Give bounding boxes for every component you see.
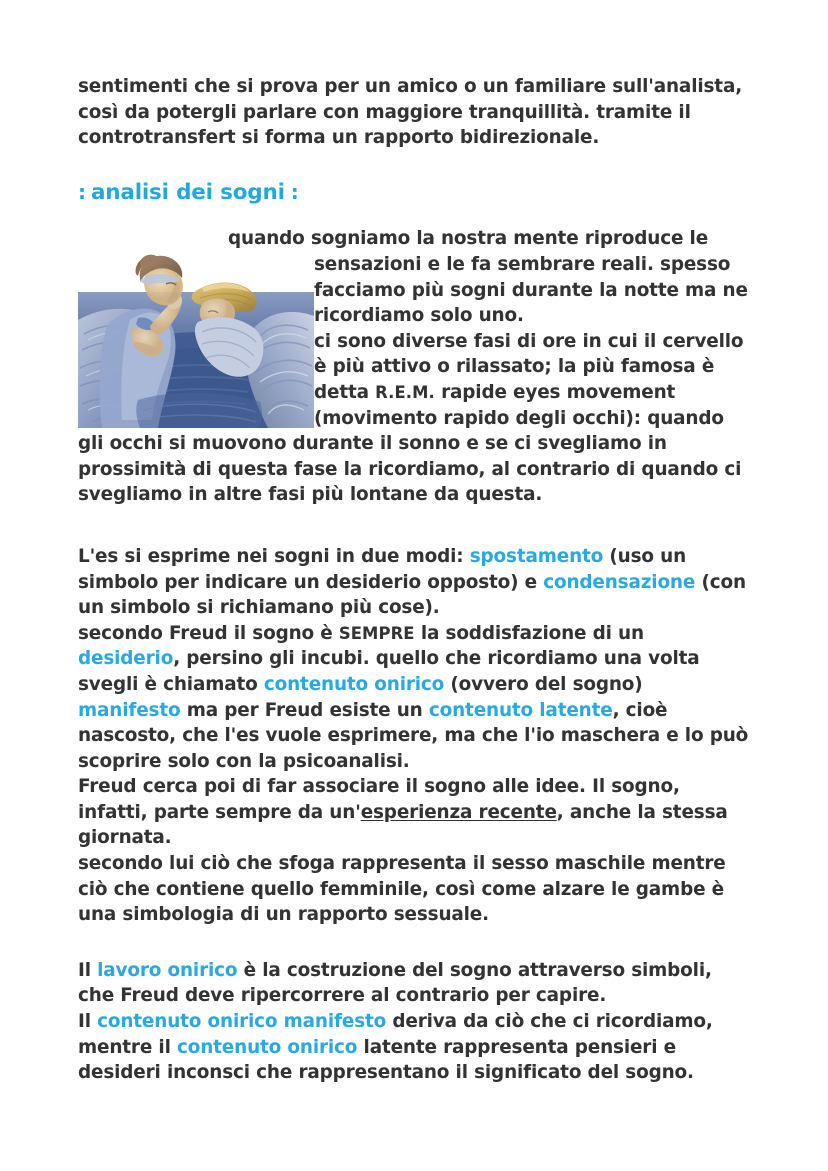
paragraph-freud-seg1: secondo Freud il sogno è [78, 622, 339, 644]
paragraph-lavoro-onirico [78, 958, 750, 1086]
section-heading-text: analisi dei sogni [91, 179, 285, 205]
paragraph-freud-seg3: , persino gli incubi. quello che ricordiamo una volta svegli è chiamato [78, 648, 700, 695]
wrapped-paragraph-2a: ci sono diverse fasi di ore in cui il cervello è più attivo o rilassato; la più famosa è detta [314, 330, 744, 403]
intro-line-2: così da potergli parlare con maggiore tranquillità. tramite il [78, 101, 691, 123]
term-spostamento: spostamento [469, 545, 604, 567]
rem-acronym: R.E.M. [375, 382, 435, 402]
section-heading [78, 181, 750, 205]
paragraph-es-seg2: (uso un simbolo per indicare un desiderio opposto) e [78, 545, 687, 593]
paragraph-freud-seg2: la soddisfazione di un [414, 622, 644, 644]
intro-paragraph [78, 74, 750, 151]
term-contenuto-latente: contenuto latente [428, 699, 613, 721]
paragraph-association [78, 774, 750, 851]
term-condensazione: condensazione [543, 571, 696, 593]
paragraph-lavoro-seg3: Il [78, 1011, 98, 1033]
term-contenuto-onirico-2: contenuto onirico [176, 1036, 358, 1058]
dream-description-block [78, 226, 750, 508]
paragraph-symbols: secondo lui ciò che sfoga rappresenta il sesso maschile mentre ciò che contiene quello femminile, così come alzare le gambe è una simbologia di un rapporto sessuale. [78, 853, 726, 926]
spacer [78, 928, 750, 958]
paragraph-lavoro-seg4: deriva da ciò che ci ricordiamo, mentre il [78, 1011, 713, 1058]
paragraph-es-seg3: (con un simbolo si richiamano più cose). [78, 571, 746, 619]
heading-mark-right-icon: : [290, 179, 298, 204]
paragraph-freud-seg4: (ovvero del sogno) [444, 673, 643, 695]
spacer [78, 204, 750, 226]
paragraph-assoc-seg1: Freud cerca poi di far associare il sogno alle idee. Il sogno, infatti, parte sempre da un' [78, 776, 680, 823]
term-desiderio: desiderio [78, 648, 174, 670]
paragraph-es-seg1: L'es si esprime nei sogni in due modi: [78, 545, 470, 567]
paragraph-freud-seg6: , cioè nascosto, che l'es vuole esprimere, ma che l'io maschera e lo può scoprire solo con la psicoanalisi. [78, 699, 749, 772]
emphasis-sempre: SEMPRE [338, 623, 415, 643]
paragraph-assoc-seg2: , anche la stessa giornata. [78, 801, 728, 849]
term-contenuto-onirico: contenuto onirico [263, 673, 445, 695]
paragraph-lavoro-seg2: è la costruzione del sogno attraverso simboli, che Freud deve ripercorrere al contrario per capire. [78, 959, 712, 1007]
painting-svg [78, 250, 314, 428]
intro-line-1: sentimenti che si prova per un amico o un familiare sull'analista, [78, 76, 743, 97]
heading-mark-left-icon: : [78, 179, 85, 204]
paragraph-lavoro-seg1: Il [78, 959, 98, 981]
wrapped-paragraph-1: quando sogniamo la nostra mente riproduce le sensazioni e le fa sembrare reali. spesso facciamo più sogni durante la notte ma ne ricordiamo solo uno. [228, 228, 748, 327]
underlined-esperienza-recente: esperienza recente [360, 801, 557, 823]
term-manifesto: manifesto [78, 699, 181, 721]
paragraph-freud [78, 621, 750, 775]
paragraph-es [78, 544, 750, 621]
painting-image [78, 250, 314, 428]
spacer [78, 508, 750, 544]
document-content [78, 74, 750, 1086]
spacer [78, 151, 750, 181]
term-lavoro-onirico: lavoro onirico [97, 959, 238, 981]
wrapped-paragraph-2b: rapide eyes movement (movimento rapido degli occhi): quando gli occhi si muovono durante il sonno e se ci svegliamo in prossimità di questa fase la ricordiamo, al contrario di quando ci svegliamo in altre fasi più lontane da questa. [78, 381, 742, 506]
term-contenuto-onirico-manifesto: contenuto onirico manifesto [97, 1011, 387, 1033]
figure-sleeping-women [78, 226, 314, 428]
paragraph-freud-seg5: ma per Freud esiste un [180, 699, 429, 721]
intro-line-3: controtransfert si forma un rapporto bidirezionale. [78, 127, 600, 149]
paragraph-lavoro-seg5: latente rappresenta pensieri e desideri inconsci che rappresentano il significato del sogno. [78, 1036, 694, 1084]
